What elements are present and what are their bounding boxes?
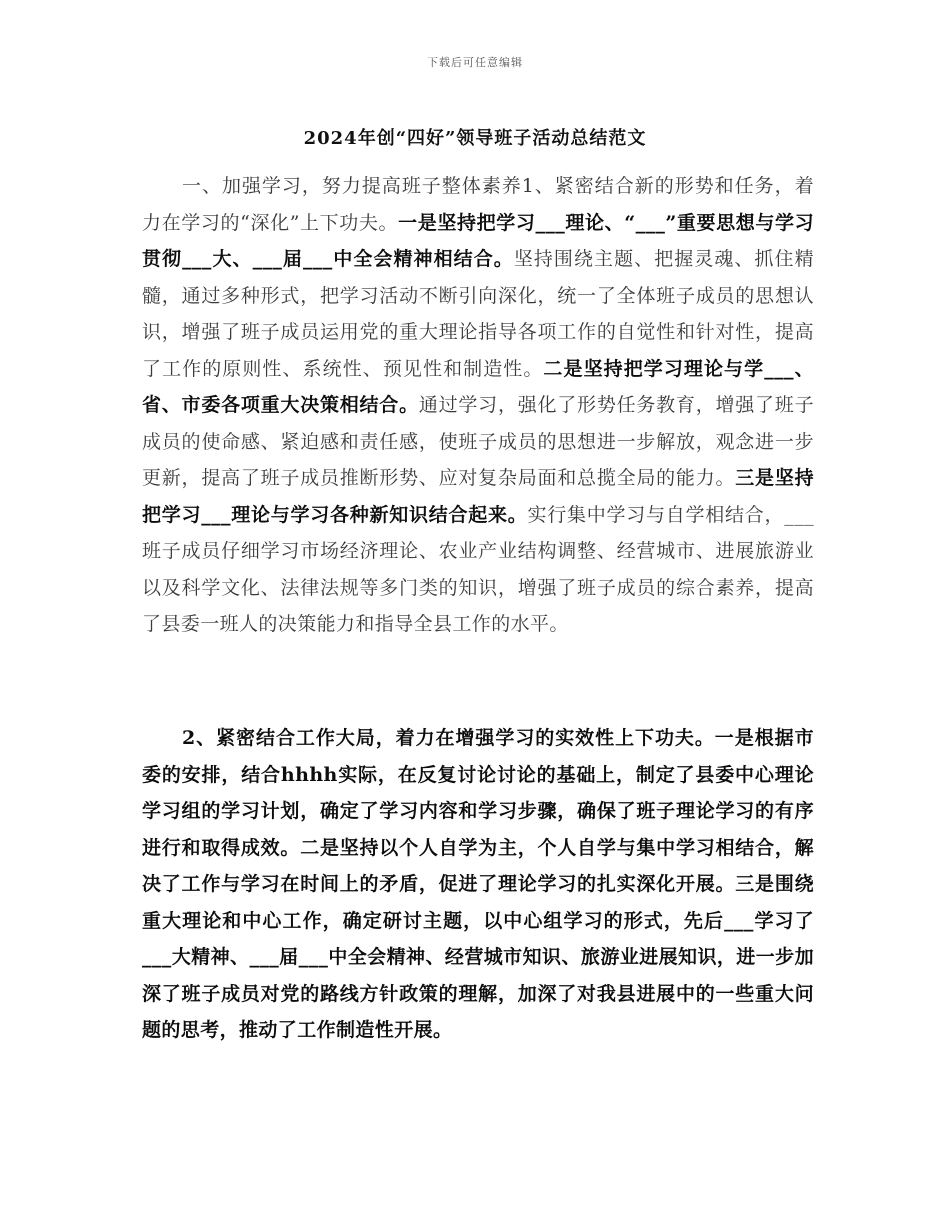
document-title: 2024年创“四好”领导班子活动总结范文: [303, 128, 647, 149]
paragraph-2-segment-1: 2、紧密结合工作大局，着力在增强学习的实效性上下功夫。一是根据市委的安排，结合hhhh实际，在反复讨论讨论的基础上，制定了县委中心理论学习组的学习计划，确定了学习内容和学习步骤，确保了班子理论学习的有序进行和取得成效。二是坚持以个人自学为主，个人自学与集中学习相结合，解决了工作与学习在时间上的矛盾，促进了理论学习的扎实深化开展。三是围绕重大理论和中心工作，确定研讨主题，以中心组学习的形式，先后___学习了___大精神、___届___中全会精神、经营城市知识、旅游业进展知识，进一步加深了班子成员对党的路线方针政策的理解，加深了对我县进展中的一些重大问题的思考，推动了工作制造性开展。: [142, 727, 814, 1041]
paragraph-1-segment-7: 实行集中学习与自学相结合，___班子成员仔细学习市场经济理论、农业产业结构调整、经营城市、进展旅游业以及科学文化、法律法规等多门类的知识，增强了班子成员的综合素养，提高了县委一班人的决策能力和指导全县工作的水平。: [142, 503, 814, 635]
paragraph-1: [142, 168, 814, 720]
paragraph-1-segment-4-bold: 二是坚持把学习理论与学___、省、市委各项重大决策相结合。: [142, 357, 814, 416]
page-header: 下载后可任意编辑: [427, 56, 523, 69]
document-body: [142, 168, 814, 1100]
paragraph-1-segment-1: 一、加强学习，努力提高班子整体素养1、紧密结合新的形势和任务，着力在学习的“深化”上下功夫。: [142, 175, 814, 234]
paragraph-2: [142, 720, 814, 1100]
paragraph-1-segment-3: 坚持围绕主题、把握灵魂、抓住精髓，通过多种形式，把学习活动不断引向深化，统一了全体班子成员的思想认识，增强了班子成员运用党的重大理论指导各项工作的自觉性和针对性，提高了工作的原则性、系统性、预见性和制造性。: [142, 248, 814, 380]
paragraph-1-segment-2-bold: 一是坚持把学习___理论、“___”重要思想与学习贯彻___大、___届___中全会精神相结合。: [142, 211, 814, 270]
paragraph-1-segment-5: 通过学习，强化了形势任务教育，增强了班子成员的使命感、紧迫感和责任感，使班子成员的思想进一步解放，观念进一步更新，提高了班子成员推断形势、应对复杂局面和总揽全局的能力。: [142, 394, 814, 489]
paragraph-1-segment-6-bold: 三是坚持把学习___理论与学习各种新知识结合起来。: [142, 467, 814, 526]
